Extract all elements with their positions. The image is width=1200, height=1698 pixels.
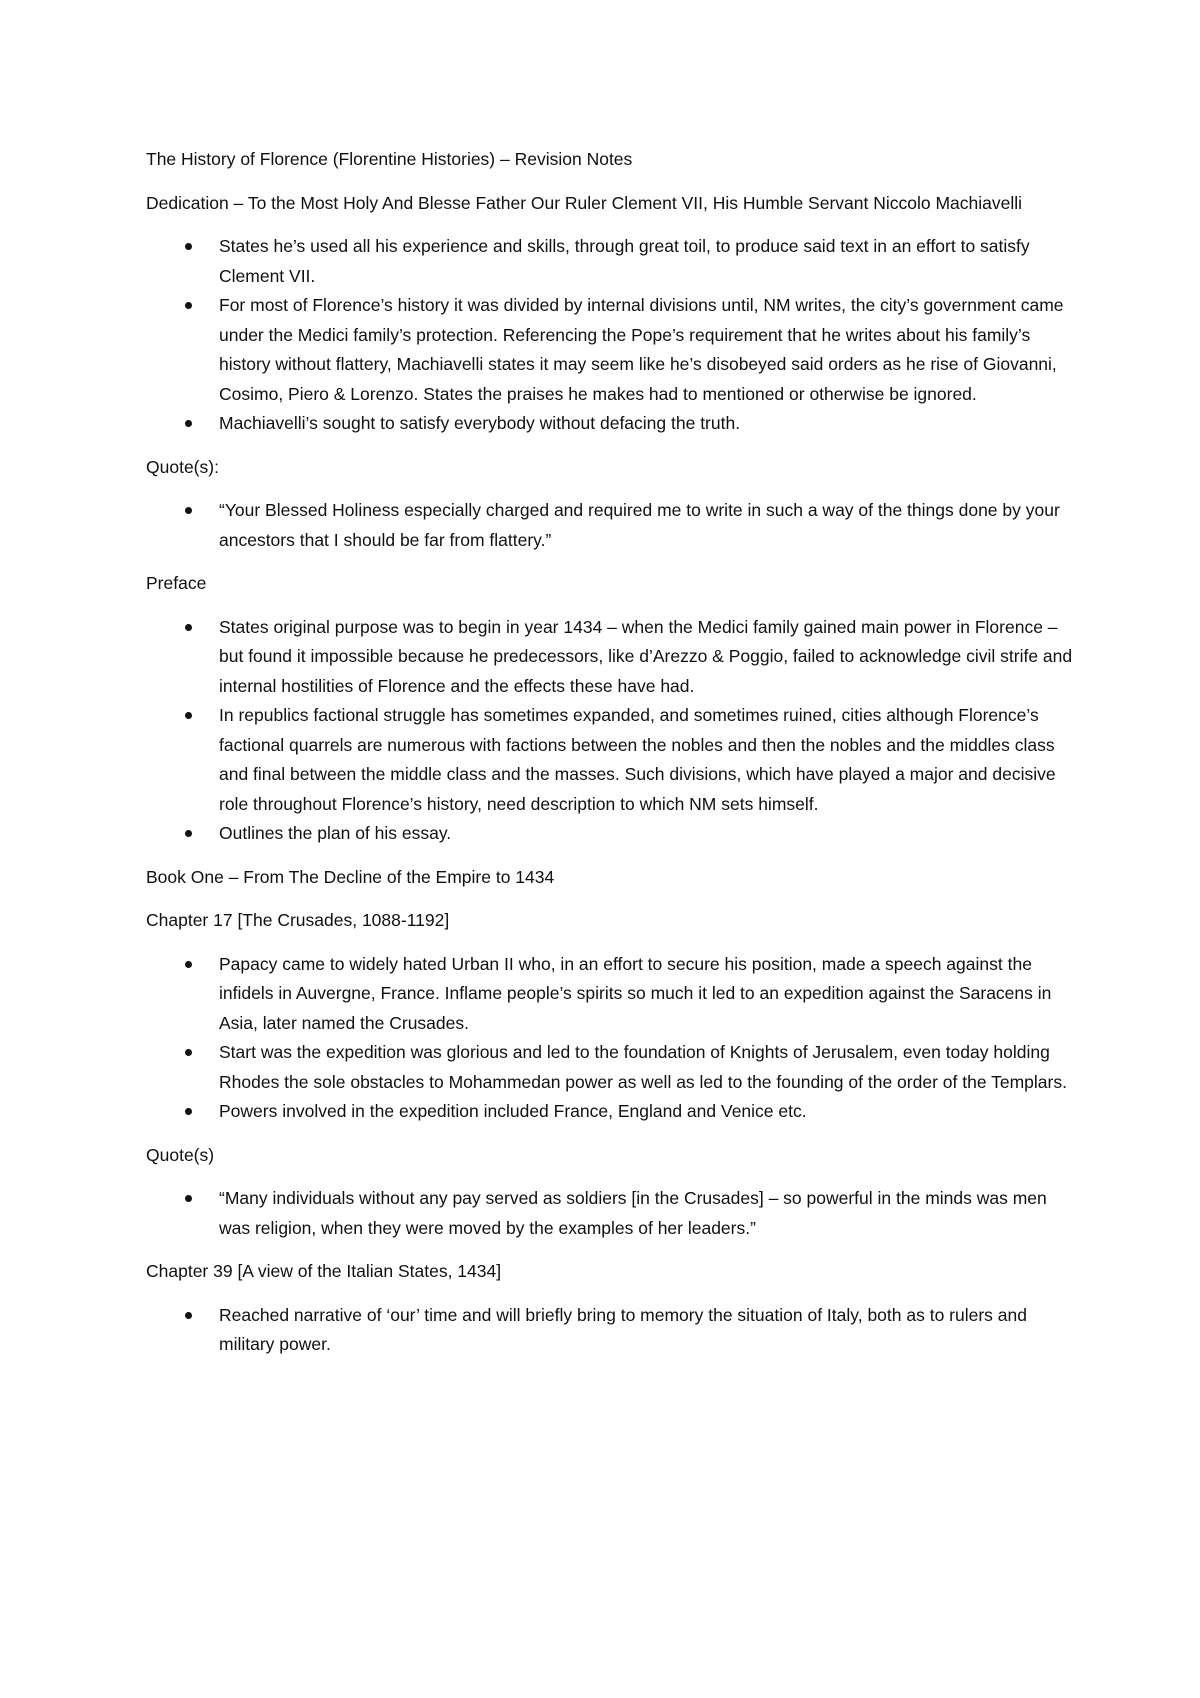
bullet-list-quotes-1 xyxy=(146,496,1076,555)
bullet-list-quotes-2 xyxy=(146,1184,1076,1243)
bullet-icon xyxy=(185,1195,192,1202)
list-item xyxy=(146,291,1076,409)
list-item xyxy=(146,409,1076,439)
list-item xyxy=(146,1301,1076,1360)
document-title: The History of Florence (Florentine Histories) – Revision Notes xyxy=(146,149,633,169)
list-item xyxy=(146,1184,1076,1243)
bullet-list-chapter-39 xyxy=(146,1301,1076,1360)
list-item xyxy=(146,950,1076,1039)
section-heading-quotes-2: Quote(s) xyxy=(146,1144,215,1165)
bullet-icon xyxy=(185,420,192,427)
section-heading-chapter-17: Chapter 17 [The Crusades, 1088-1192] xyxy=(146,910,450,930)
bullet-icon xyxy=(185,830,192,837)
bullet-icon xyxy=(185,961,192,968)
list-item xyxy=(146,613,1076,702)
list-item-text: Machiavelli’s sought to satisfy everybody without defacing the truth. xyxy=(219,413,741,433)
bullet-icon xyxy=(185,1312,192,1319)
section-heading-book-one: Book One – From The Decline of the Empire to 1434 xyxy=(146,866,555,887)
bullet-icon xyxy=(185,302,192,309)
document-body xyxy=(146,145,1076,1374)
bullet-icon xyxy=(185,624,192,631)
bullet-icon xyxy=(185,712,192,719)
list-item-text: States original purpose was to begin in year 1434 – when the Medici family gained main power in Florence – but found it impossible because he predecessors, like d’Arezzo & Poggio, failed to acknowledge civil strife and internal hostilities of Florence and the effects these have had. xyxy=(219,616,1073,696)
bullet-icon xyxy=(185,243,192,250)
list-item xyxy=(146,1097,1076,1127)
list-item-text: Powers involved in the expedition included France, England and Venice etc. xyxy=(219,1101,807,1121)
list-item-text: Start was the expedition was glorious and led to the foundation of Knights of Jerusalem, even today holding Rhodes the sole obstacles to Mohammedan power as well as led to the founding of the order of the Templars. xyxy=(219,1042,1067,1092)
list-item-text: “Many individuals without any pay served as soldiers [in the Crusades] – so powerful in the minds was men was religion, when they were moved by the examples of her leaders.” xyxy=(219,1188,1047,1238)
section-heading-quotes-1: Quote(s): xyxy=(146,456,219,477)
section-heading-chapter-39: Chapter 39 [A view of the Italian States, 1434] xyxy=(146,1261,502,1281)
bullet-icon xyxy=(185,507,192,514)
list-item-text: Outlines the plan of his essay. xyxy=(219,823,452,843)
list-item xyxy=(146,819,1076,849)
list-item xyxy=(146,232,1076,291)
list-item-text: Reached narrative of ‘our’ time and will briefly bring to memory the situation of Italy, both as to rulers and military power. xyxy=(219,1304,1027,1354)
bullet-list-preface xyxy=(146,613,1076,849)
list-item xyxy=(146,1038,1076,1097)
section-heading-preface: Preface xyxy=(146,573,207,593)
bullet-icon xyxy=(185,1049,192,1056)
list-item-text: States he’s used all his experience and skills, through great toil, to produce said text in an effort to satisfy Clement VII. xyxy=(219,236,1030,286)
list-item-text: Papacy came to widely hated Urban II who, in an effort to secure his position, made a speech against the infidels in Auvergne, France. Inflame people’s spirits so much it led to an expedition against the Saracens in Asia, later named the Crusades. xyxy=(219,953,1052,1033)
list-item-text: For most of Florence’s history it was divided by internal divisions until, NM writes, the city’s government came under the Medici family’s protection. Referencing the Pope’s requirement that he writes about his family’s history without flattery, Machiavelli states it may seem like he’s disobeyed said orders as he rise of Giovanni, Cosimo, Piero & Lorenzo. States the praises he makes had to mentioned or otherwise be ignored. xyxy=(219,295,1064,404)
bullet-list-chapter-17 xyxy=(146,950,1076,1127)
bullet-icon xyxy=(185,1108,192,1115)
section-heading-dedication: Dedication – To the Most Holy And Blesse Father Our Ruler Clement VII, His Humble Servant Niccolo Machiavelli xyxy=(146,192,1023,213)
bullet-list-dedication xyxy=(146,232,1076,439)
list-item-text: In republics factional struggle has sometimes expanded, and sometimes ruined, cities although Florence’s factional quarrels are numerous with factions between the nobles and then the nobles and the middles class and final between the middle class and the masses. Such divisions, which have played a major and decisive role throughout Florence’s history, need description to which NM sets himself. xyxy=(219,705,1056,814)
list-item xyxy=(146,701,1076,819)
list-item-text: “Your Blessed Holiness especially charged and required me to write in such a way of the things done by your ancestors that I should be far from flattery.” xyxy=(219,500,1060,550)
list-item xyxy=(146,496,1076,555)
